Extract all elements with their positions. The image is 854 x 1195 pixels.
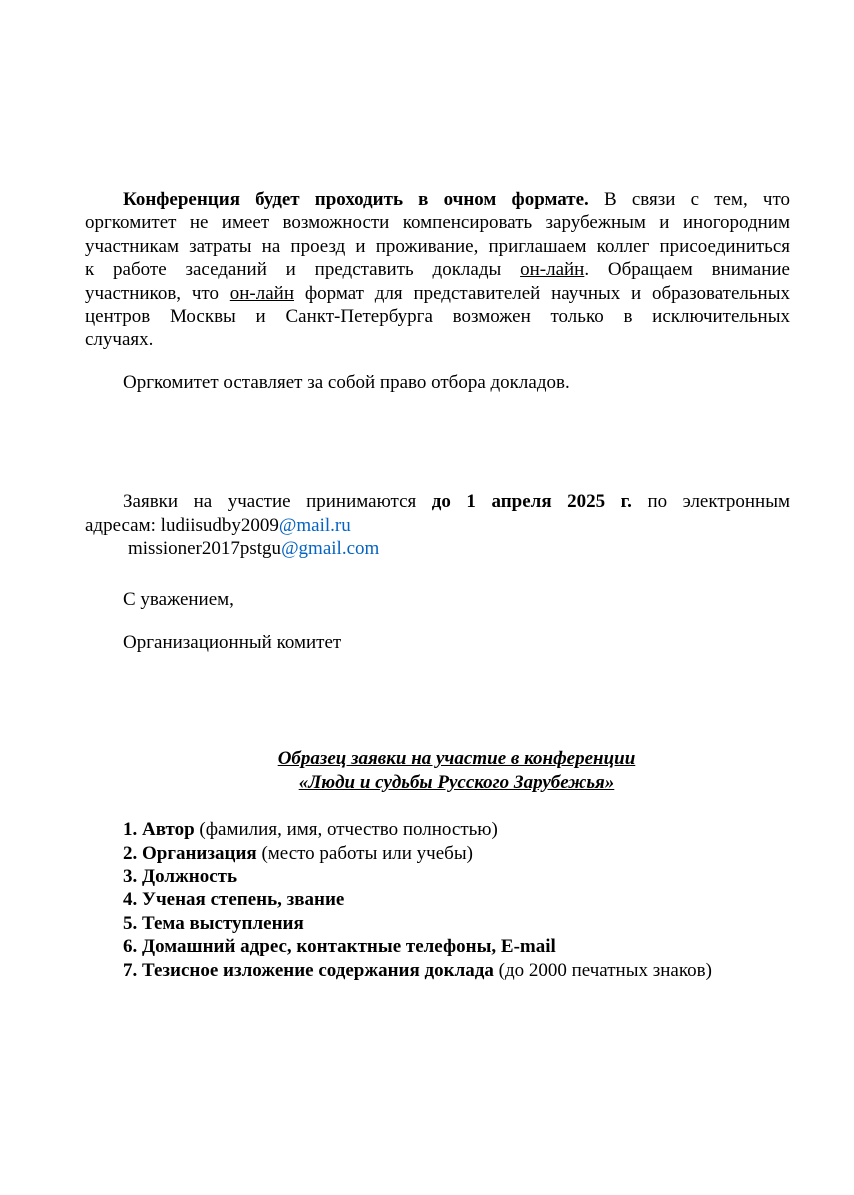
- form-item-label: 7. Тезисное изложение содержания доклада: [123, 959, 494, 981]
- form-item-label: 5. Тема выступления: [123, 912, 304, 934]
- form-item-note: (место работы или учебы): [256, 842, 473, 864]
- intro-line-4-post: . Обращаем внимание: [584, 259, 790, 281]
- form-title-text-2: «Люди и судьбы Русского Зарубежья»: [298, 771, 615, 793]
- form-item-author: [123, 818, 790, 841]
- form-title-text-1: Образец заявки на участие в конференции: [277, 748, 636, 770]
- email-link-mailru[interactable]: [161, 515, 351, 536]
- intro-line-1-rest: В связи с тем, что: [588, 189, 790, 210]
- form-item-note: (до 2000 печатных знаков): [493, 959, 712, 981]
- addresses-label: адресам:: [85, 514, 161, 536]
- form-title-line-1: [123, 747, 790, 770]
- intro-line-2: оргкомитет не имеет возможности компенсировать зарубежным и иногородним: [85, 212, 790, 234]
- form-item-label: 4. Ученая степень, звание: [123, 889, 345, 911]
- intro-paragraph: [85, 188, 790, 352]
- form-item-topic: [123, 912, 790, 935]
- closing-committee: Организационный комитет: [123, 631, 342, 653]
- intro-line-4: [85, 258, 790, 281]
- intro-line-5-pre: участников, что: [85, 282, 230, 304]
- email-mailru-local: ludiisudby2009: [160, 514, 279, 536]
- form-item-label: 3. Должность: [123, 865, 238, 887]
- email-gmail-domain: @gmail.com: [281, 538, 380, 560]
- application-form-list: [123, 818, 790, 982]
- email-gmail-local: missioner2017pstgu: [128, 538, 282, 560]
- form-title-line-2: [123, 771, 790, 794]
- form-item-label: 2. Организация: [123, 842, 257, 864]
- applications-line-3: [128, 537, 790, 560]
- applications-paragraph: [85, 490, 790, 560]
- intro-line-5-post: формат для представителей научных и образовательных: [294, 282, 790, 304]
- applications-pre-text: Заявки на участие принимаются: [123, 491, 432, 513]
- intro-line-5: [85, 282, 790, 305]
- applications-post-text: по электронным: [631, 491, 791, 513]
- online-underlined-word: он-лайн: [520, 259, 585, 281]
- intro-line-4-pre: к работе заседаний и представить доклады: [85, 259, 521, 281]
- form-item-contacts: [123, 935, 790, 958]
- form-item-abstract: [123, 959, 790, 982]
- applications-line-1: [85, 490, 790, 513]
- applications-line-2: [85, 514, 790, 537]
- form-item-organization: [123, 842, 790, 865]
- intro-bold-lead: Конференция будет проходить в очном формате.: [123, 189, 589, 210]
- selection-note: Оргкомитет оставляет за собой право отбора докладов.: [123, 371, 570, 393]
- sample-form-title: [85, 747, 790, 794]
- form-item-degree: [123, 888, 790, 911]
- form-item-label: 6. Домашний адрес, контактные телефоны, E-mail: [123, 936, 556, 958]
- intro-line-1: [85, 188, 790, 211]
- email-link-gmail[interactable]: [128, 538, 379, 559]
- closing-regards: С уважением,: [123, 589, 234, 611]
- email-mailru-domain: @mail.ru: [278, 514, 351, 536]
- intro-line-7: случаях.: [85, 329, 154, 351]
- form-item-note: (фамилия, имя, отчество полностью): [194, 819, 498, 841]
- form-item-position: [123, 865, 790, 888]
- intro-line-3: участникам затраты на проезд и проживание, приглашаем коллег присоединиться: [85, 235, 790, 257]
- deadline-date: до 1 апреля 2025 г.: [431, 491, 632, 513]
- online-underlined-word-2: он-лайн: [229, 282, 295, 304]
- form-item-label: 1. Автор: [123, 819, 195, 841]
- intro-line-6: центров Москвы и Санкт-Петербурга возможен только в исключительных: [85, 306, 790, 328]
